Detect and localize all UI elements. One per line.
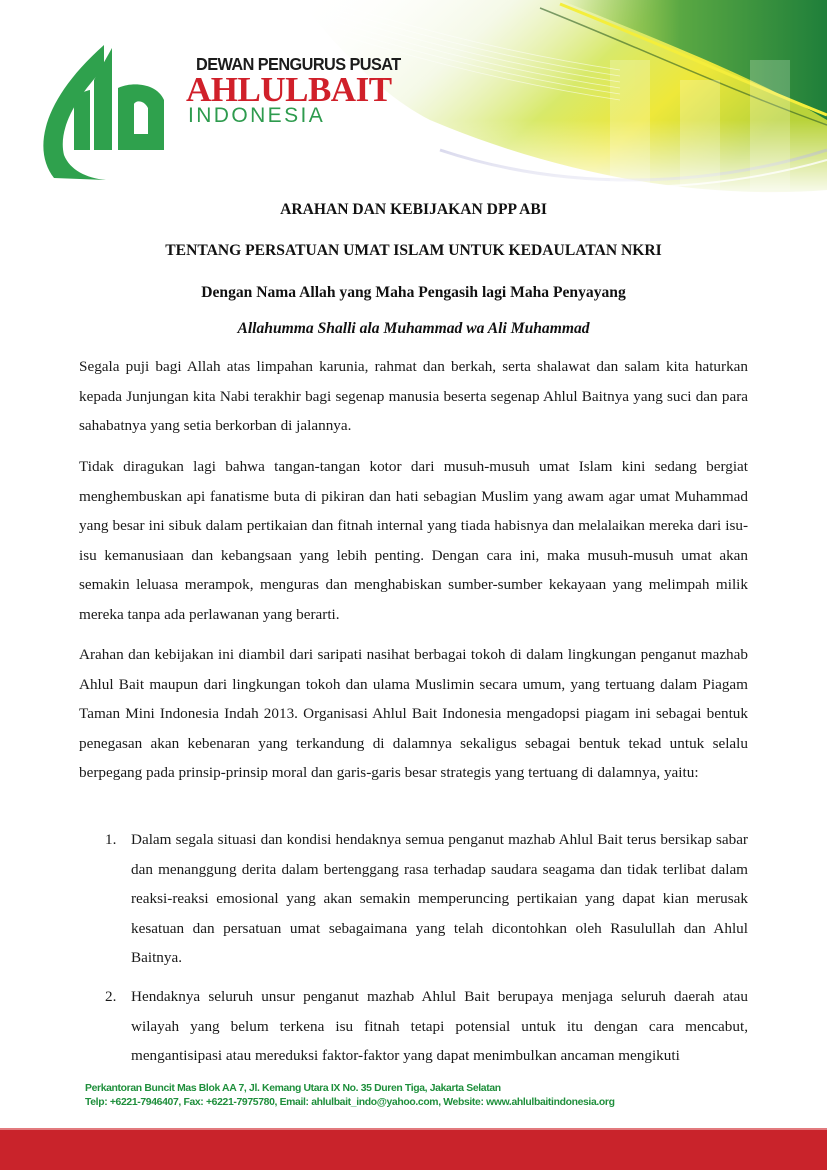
org-name-ahlulbait: AHLULBAIT — [186, 70, 392, 109]
list-text: Dalam segala situasi dan kondisi hendaknya semua penganut mazhab Ahlul Bait terus bersikap sabar dan menanggung derita dalam bertenggang rasa terhadap saudara seagama dan tidak terlibat dalam reaksi-reaksi emosional yang akan semakin memperuncing pertikaian yang dapat kian merusak kesatuan dan persatuan umat sebagaimana yang telah dicontohkan oleh Rasulullah dan Ahlul Baitnya. — [131, 831, 748, 967]
org-name-dpp: DEWAN PENGURUS PUSAT — [196, 54, 401, 74]
footer-red-band — [0, 1128, 827, 1170]
org-name-indonesia: INDONESIA — [188, 104, 326, 127]
list-number: 2. — [105, 988, 117, 1005]
document-subtitle: TENTANG PERSATUAN UMAT ISLAM UNTUK KEDAULATAN NKRI — [165, 242, 662, 259]
basmala-line: Dengan Nama Allah yang Maha Pengasih lagi Maha Penyayang — [201, 284, 626, 301]
ahlulbait-logo-icon — [34, 30, 174, 180]
paragraph-opening: Segala puji bagi Allah atas limpahan karunia, rahmat dan berkah, serta shalawat dan salam kita haturkan kepada Junjungan kita Nabi terakhir bagi segenap manusia beserta segenap Ahlul Baitnya yang suci dan para sahabatnya yang setia berkorban di jalannya. — [79, 358, 748, 435]
document-title: ARAHAN DAN KEBIJAKAN DPP ABI — [280, 201, 547, 218]
paragraph-policy-source: Arahan dan kebijakan ini diambil dari saripati nasihat berbagai tokoh di dalam lingkungan penganut mazhab Ahlul Bait maupun dari lingkungan tokoh dan ulama Muslimin secara umum, yang tertuang dalam Piagam Taman Mini Indonesia Indah 2013. Organisasi Ahlul Bait Indonesia mengadopsi piagam ini sebagai bentuk penegasan akan kebenaran yang terkandung di dalamnya sekaligus sebagai bentuk tekad untuk selalu berpegang pada prinsip-prinsip moral dan garis-garis besar strategis yang tertuang di dalamnya, yaitu: — [79, 646, 748, 782]
footer-address: Perkantoran Buncit Mas Blok AA 7, Jl. Kemang Utara IX No. 35 Duren Tiga, Jakarta Selatan — [85, 1083, 501, 1094]
letterhead — [0, 0, 827, 200]
salawat-line: Allahumma Shalli ala Muhammad wa Ali Muhammad — [237, 320, 590, 337]
list-number: 1. — [105, 831, 117, 848]
paragraph-context: Tidak diragukan lagi bahwa tangan-tangan kotor dari musuh-musuh umat Islam kini sedang bergiat menghembuskan api fanatisme buta di pikiran dan hati sebagian Muslim yang awam agar umat Muhammad yang besar ini sibuk dalam pertikaian dan fitnah internal yang tiada habisnya dan melalaikan mereka dari isu-isu kemanusiaan dan kebangsaan yang lebih penting. Dengan cara ini, maka musuh-musuh umat akan semakin leluasa merampok, menguras dan menghabiskan sumber-sumber kekayaan yang melimpah milik mereka tanpa ada perlawanan yang berarti. — [79, 458, 748, 623]
footer-contact-block — [85, 1082, 615, 1110]
list-text: Hendaknya seluruh unsur penganut mazhab Ahlul Bait berupaya menjaga seluruh daerah atau wilayah yang belum terkena isu fitnah tetapi potensial untuk itu dengan cara mencabut, mengantisipasi atau mereduksi faktor-faktor yang dapat menimbulkan ancaman mengikuti — [131, 988, 748, 1065]
footer-contact-info: Telp: +6221-7946407, Fax: +6221-7975780, Email: ahlulbait_indo@yahoo.com, Website: www.ahlulbaitindonesia.org — [85, 1097, 615, 1108]
